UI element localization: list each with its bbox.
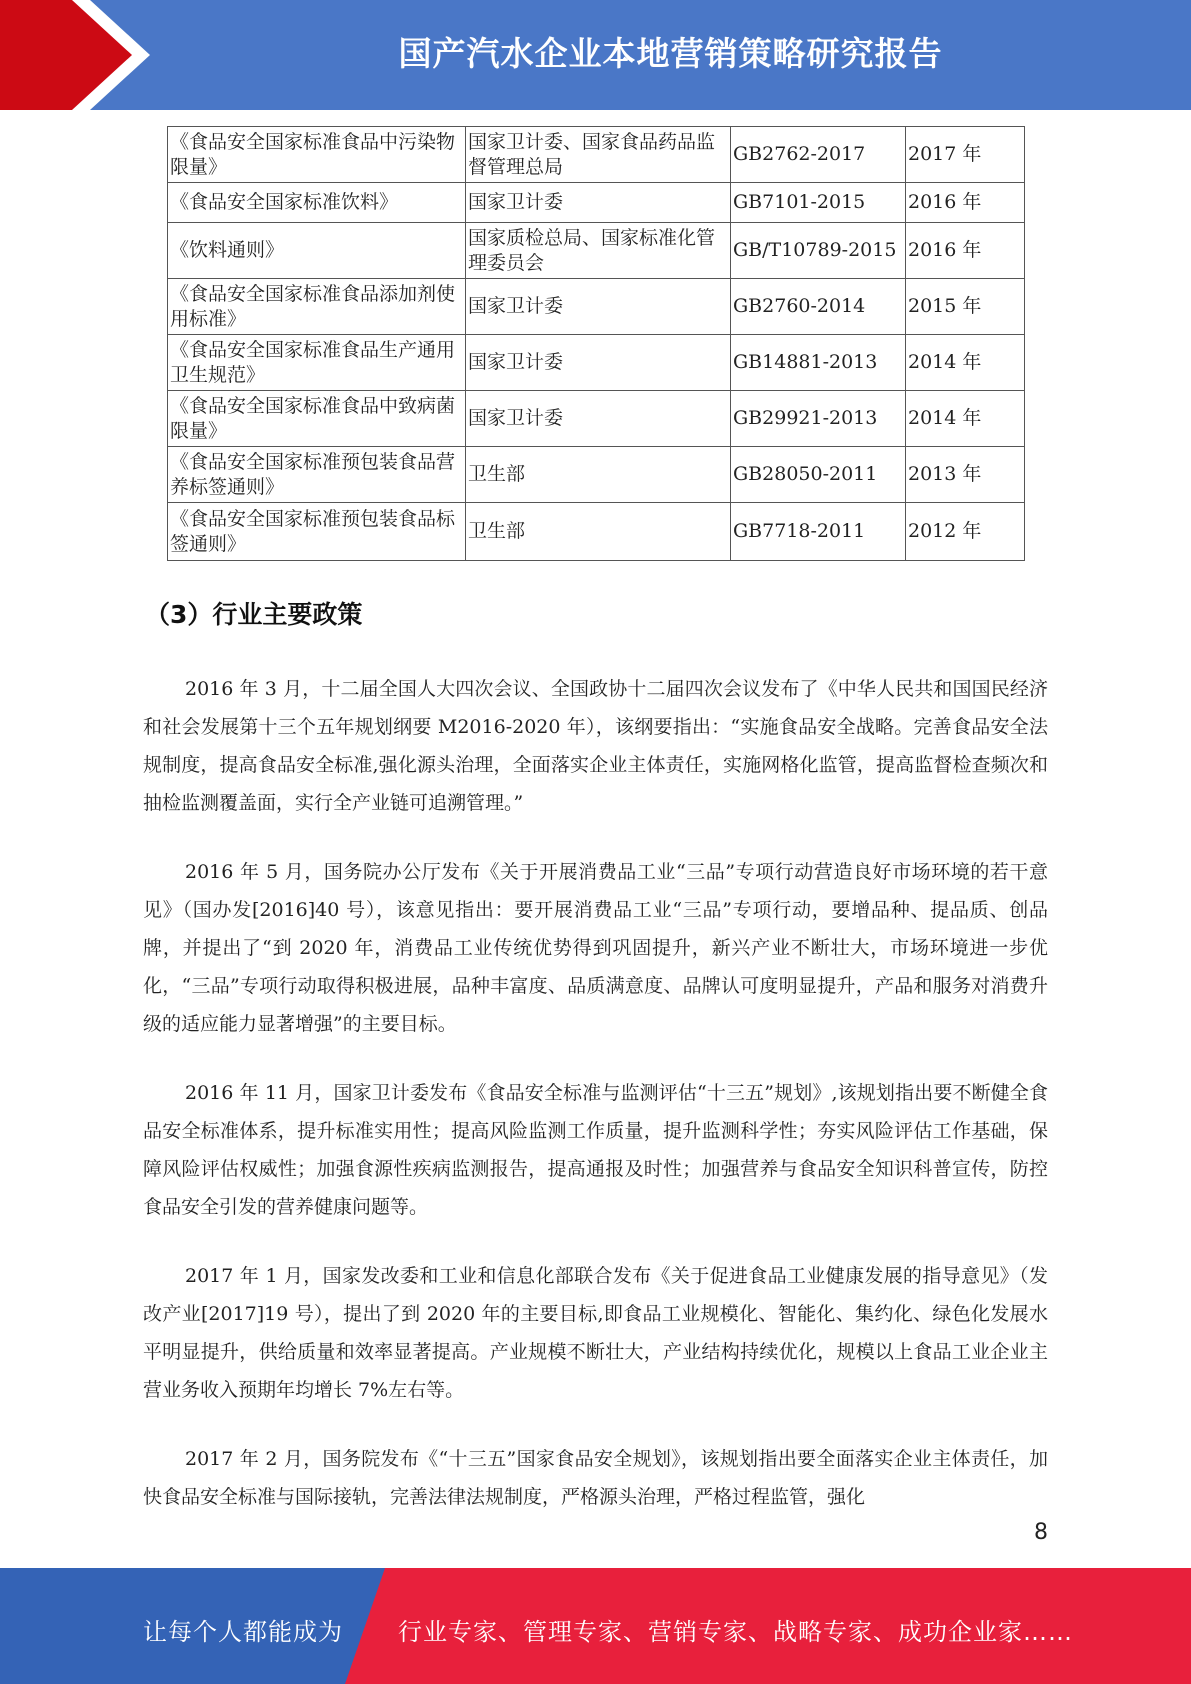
standard-code-cell: GB7718-2011 bbox=[731, 503, 906, 561]
effective-year-cell: 2014 年 bbox=[906, 391, 1025, 447]
standard-code-cell: GB2760-2014 bbox=[731, 279, 906, 335]
header-bar bbox=[0, 0, 1191, 110]
standard-code-cell: GB14881-2013 bbox=[731, 335, 906, 391]
table-row bbox=[168, 183, 1025, 223]
effective-year-cell: 2012 年 bbox=[906, 503, 1025, 561]
paragraph-policy-2016-11: 2016 年 11 月，国家卫计委发布《食品安全标准与监测评估“十三五”规划》,该规划指出要不断健全食品安全标准体系，提升标准实用性；提高风险监测工作质量，提升监测科学性；夯实风险评估工作基础，保障风险评估权威性；加强食源性疾病监测报告，提高通报及时性；加强营养与食品安全知识科普宣传，防控食品安全引发的营养健康问题等。 bbox=[143, 1082, 1048, 1218]
standards-table bbox=[167, 126, 1025, 561]
issuing-authority-cell: 卫生部 bbox=[466, 447, 731, 503]
table-row bbox=[168, 127, 1025, 183]
table-row bbox=[168, 447, 1025, 503]
table-row bbox=[168, 279, 1025, 335]
paragraph-policy-2017-02: 2017 年 2 月，国务院发布《“十三五”国家食品安全规划》，该规划指出要全面落实企业主体责任，加快食品安全标准与国际接轨，完善法律法规制度，严格源头治理，严格过程监管，强化 bbox=[143, 1448, 1048, 1508]
standard-code-cell: GB2762-2017 bbox=[731, 127, 906, 183]
footer-slogan-right: 行业专家、管理专家、营销专家、战略专家、成功企业家…… bbox=[398, 1618, 1073, 1646]
standard-name-cell: 《食品安全国家标准食品中污染物限量》 bbox=[168, 127, 466, 183]
paragraph-policy-2016-05: 2016 年 5 月，国务院办公厅发布《关于开展消费品工业“三品”专项行动营造良好市场环境的若干意见》（国办发[2016]40 号），该意见指出：要开展消费品工业“三品”专项行动，要增品种、提品质、创品牌，并提出了“到 2020 年，消费品工业传统优势得到巩固提升，新兴产业不断壮大，市场环境进一步优化，“三品”专项行动取得积极进展，品种丰富度、品质满意度、品牌认可度明显提升，产品和服务对消费升级的适应能力显著增强”的主要目标。 bbox=[143, 861, 1048, 1035]
standard-name-cell: 《食品安全国家标准预包装食品标签通则》 bbox=[168, 503, 466, 561]
issuing-authority-cell: 国家卫计委 bbox=[466, 279, 731, 335]
standards-table-body bbox=[168, 127, 1025, 561]
issuing-authority-cell: 国家卫计委 bbox=[466, 391, 731, 447]
effective-year-cell: 2015 年 bbox=[906, 279, 1025, 335]
standard-name-cell: 《食品安全国家标准食品添加剂使用标准》 bbox=[168, 279, 466, 335]
paragraph-policy-2016-03: 2016 年 3 月，十二届全国人大四次会议、全国政协十二届四次会议发布了《中华人民共和国国民经济和社会发展第十三个五年规划纲要 M2016-2020 年），该纲要指出：“实施食品安全战略。完善食品安全法规制度，提高食品安全标准,强化源头治理，全面落实企业主体责任，实施网格化监管，提高监督检查频次和抽检监测覆盖面，实行全产业链可追溯管理。” bbox=[143, 678, 1048, 814]
effective-year-cell: 2013 年 bbox=[906, 447, 1025, 503]
table-row bbox=[168, 503, 1025, 561]
table-row bbox=[168, 391, 1025, 447]
issuing-authority-cell: 国家质检总局、国家标准化管理委员会 bbox=[466, 223, 731, 279]
report-title: 国产汽水企业本地营销策略研究报告 bbox=[398, 34, 943, 73]
issuing-authority-cell: 国家卫计委、国家食品药品监督管理总局 bbox=[466, 127, 731, 183]
table-row bbox=[168, 223, 1025, 279]
standard-code-cell: GB28050-2011 bbox=[731, 447, 906, 503]
issuing-authority-cell: 卫生部 bbox=[466, 503, 731, 561]
table-row bbox=[168, 335, 1025, 391]
issuing-authority-cell: 国家卫计委 bbox=[466, 335, 731, 391]
standard-code-cell: GB/T10789-2015 bbox=[731, 223, 906, 279]
effective-year-cell: 2016 年 bbox=[906, 223, 1025, 279]
standard-name-cell: 《饮料通则》 bbox=[168, 223, 466, 279]
paragraph-policy-2017-01: 2017 年 1 月，国家发改委和工业和信息化部联合发布《关于促进食品工业健康发展的指导意见》（发改产业[2017]19 号），提出了到 2020 年的主要目标,即食品工业规模化、智能化、集约化、绿色化发展水平明显提升，供给质量和效率显著提高。产业规模不断壮大，产业结构持续优化，规模以上食品工业企业主营业务收入预期年均增长 7%左右等。 bbox=[143, 1265, 1048, 1401]
effective-year-cell: 2016 年 bbox=[906, 183, 1025, 223]
effective-year-cell: 2017 年 bbox=[906, 127, 1025, 183]
standard-code-cell: GB7101-2015 bbox=[731, 183, 906, 223]
standard-code-cell: GB29921-2013 bbox=[731, 391, 906, 447]
standard-name-cell: 《食品安全国家标准预包装食品营养标签通则》 bbox=[168, 447, 466, 503]
standard-name-cell: 《食品安全国家标准食品生产通用卫生规范》 bbox=[168, 335, 466, 391]
issuing-authority-cell: 国家卫计委 bbox=[466, 183, 731, 223]
standard-name-cell: 《食品安全国家标准食品中致病菌限量》 bbox=[168, 391, 466, 447]
standard-name-cell: 《食品安全国家标准饮料》 bbox=[168, 183, 466, 223]
footer-slogan-left: 让每个人都能成为 bbox=[143, 1618, 343, 1646]
header-arrow-decoration bbox=[0, 0, 160, 110]
effective-year-cell: 2014 年 bbox=[906, 335, 1025, 391]
section-heading: （3）行业主要政策 bbox=[145, 600, 363, 629]
page-number: 8 bbox=[1034, 1520, 1048, 1545]
